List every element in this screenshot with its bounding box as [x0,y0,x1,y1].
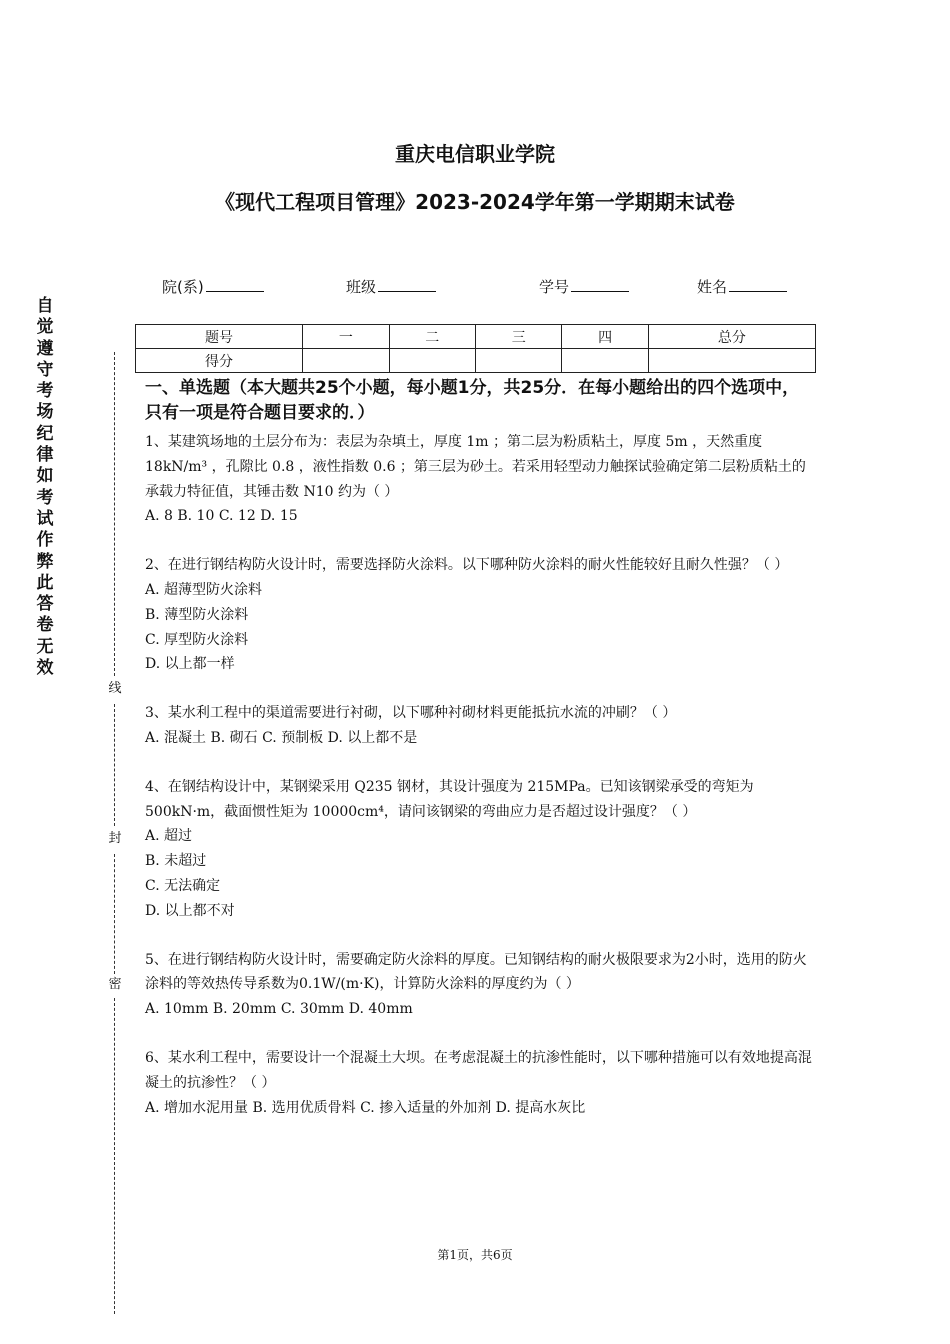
option-c: C. 厚型防火涂料 [145,631,249,648]
score-blank-cell[interactable] [648,349,815,373]
option-d: D. 以上都不对 [145,902,235,919]
score-blank-cell[interactable] [389,349,475,373]
binding-line-top [114,352,115,676]
dept-label: 院(系) [162,278,204,296]
question-options: A. 8 B. 10 C. 12 D. 15 [145,508,298,525]
question-stem: 2、在进行钢结构防火设计时，需要选择防火涂料。以下哪种防火涂料的耐火性能较好且耐久性强？（ ） [145,557,789,574]
binding-line-mid2 [114,854,115,974]
question-stem: 3、某水利工程中的渠道需要进行衬砌，以下哪种衬砌材料更能抵抗水流的冲刷？（ ） [145,705,677,722]
class-field [346,276,436,297]
dept-blank[interactable] [206,279,264,292]
question-1 [145,430,813,529]
score-table-score-row [136,349,816,373]
side-warning: 自觉遵守考场纪律如考试作弊此答卷无效 [36,296,54,679]
option-d: D. 以上都一样 [145,656,235,673]
score-blank-cell[interactable] [475,349,561,373]
question-4 [145,775,813,924]
score-blank-cell[interactable] [303,349,389,373]
question-5 [145,948,813,1022]
question-6 [145,1046,813,1120]
option-b: B. 未超过 [145,853,207,870]
option-a: A. 超薄型防火涂料 [145,581,263,598]
student-id-field [539,276,629,297]
student-id-blank[interactable] [571,279,629,292]
side-mark-secret: 密 [108,977,122,992]
option-a: A. 超过 [145,828,193,845]
question-options: A. 混凝土 B. 砌石 C. 预制板 D. 以上都不是 [145,729,418,746]
question-stem: 1、某建筑场地的土层分布为：表层为杂填土，厚度 1m ；第二层为粉质粘土，厚度 5m ，天然重度 18kN/m³ ，孔隙比 0.8 ，液性指数 0.6 ；第三层为砂土。若采用轻型动力触探试验确定第二层粉质粘土的承载力特征值，其锤击数 N10 约为（ ） [145,434,806,500]
exam-content [145,376,813,1120]
question-options: A. 增加水泥用量 B. 选用优质骨料 C. 掺入适量的外加剂 D. 提高水灰比 [145,1099,586,1116]
question-2 [145,553,813,677]
score-cell: 题号 [136,325,303,349]
name-blank[interactable] [729,279,787,292]
side-mark-line: 线 [108,681,122,696]
option-b: B. 薄型防火涂料 [145,606,249,623]
side-mark-seal: 封 [108,831,122,846]
name-label: 姓名 [697,278,728,296]
class-blank[interactable] [378,279,436,292]
score-table [135,324,816,373]
score-cell: 三 [475,325,561,349]
question-stem: 4、在钢结构设计中，某钢梁采用 Q235 钢材，其设计强度为 215MPa。已知该钢梁承受的弯矩为 500kN·m，截面惯性矩为 10000cm⁴，请问该钢梁的弯曲应力是否超过设计强度？（ ） [145,778,754,820]
section-heading: 一、单选题（本大题共25个小题，每小题1分，共25分．在每小题给出的四个选项中，只有一项是符合题目要求的．） [145,378,800,423]
score-cell: 一 [303,325,389,349]
binding-line-bottom [114,998,115,1314]
page-number: 第1页，共6页 [437,1248,513,1262]
question-stem: 6、某水利工程中，需要设计一个混凝土大坝。在考虑混凝土的抗渗性能时，以下哪种措施可以有效地提高混凝土的抗渗性？（ ） [145,1049,812,1091]
exam-title: 《现代工程项目管理》2023-2024学年第一学期期末试卷 [215,190,735,214]
score-table-header-row [136,325,816,349]
name-field [697,276,787,297]
question-stem: 5、在进行钢结构防火设计时，需要确定防火涂料的厚度。已知钢结构的耐火极限要求为2小时，选用的防火涂料的等效热传导系数为0.1W/(m·K)，计算防火涂料的厚度约为（ ） [145,951,807,993]
class-label: 班级 [346,278,377,296]
score-cell: 总分 [648,325,815,349]
score-cell: 四 [562,325,648,349]
option-c: C. 无法确定 [145,877,221,894]
school-name: 重庆电信职业学院 [395,142,555,166]
student-id-label: 学号 [539,278,570,296]
score-blank-cell[interactable] [562,349,648,373]
score-row-label: 得分 [136,349,303,373]
score-cell: 二 [389,325,475,349]
question-3 [145,701,813,751]
question-options: A. 10mm B. 20mm C. 30mm D. 40mm [145,1001,413,1018]
dept-field [162,276,264,297]
binding-line-mid1 [114,704,115,826]
